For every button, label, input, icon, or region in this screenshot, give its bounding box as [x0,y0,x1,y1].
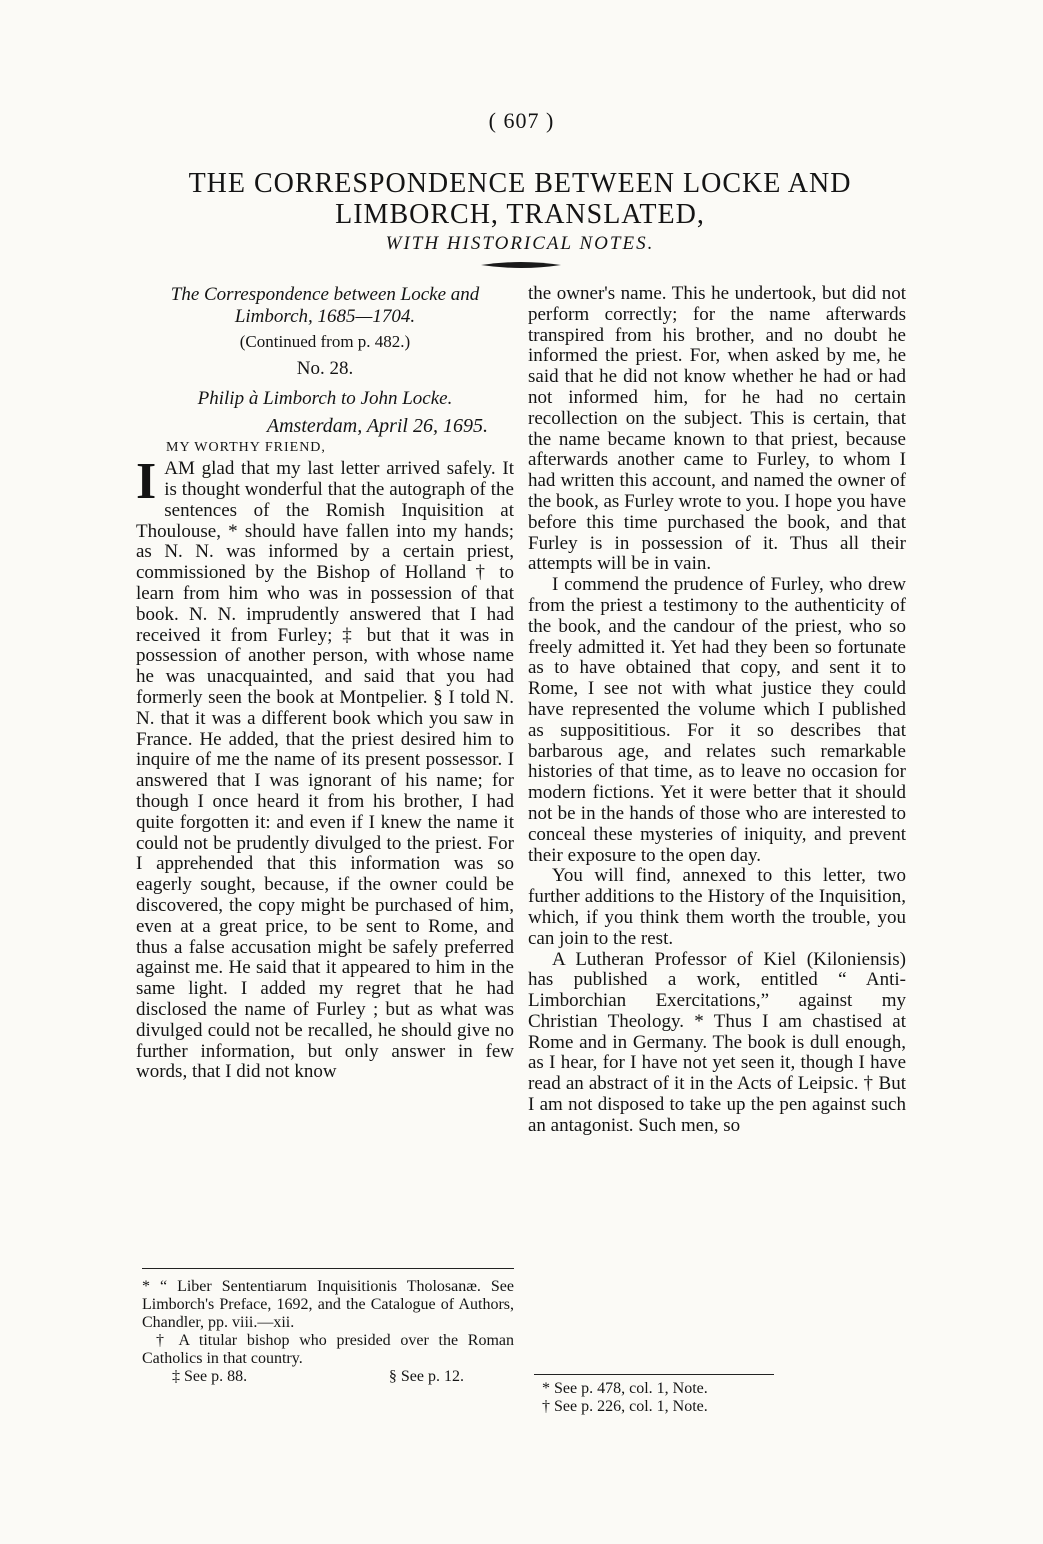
paragraph-2: I commend the prudence of Furley, who drew from the priest a testimony to the authenticity of the book, and the candour of the priest, who so freely admitted it. Yet had they been so fortunate as to have obtained that copy, and sent it to Rome, I see not with what justice they could have represented the volume which I published as supposititious. For it so describes that barbarous age, and relates such remarkable histories of that time, as to leave no occasion for modern fictions. Yet it were better that it should not be in the hands of those who are interested to conceal these mysteries of iniquity, and prevent their exposure to the open day. [528,574,906,866]
body-text: AM glad that my last letter arrived safely. It is thought wonderful that the autograph of the sentences of the Romish Inquisition at Thoulouse, * should have fallen into my hands; as N. N. was informed by a certain priest, commissioned by the Bishop of Holland † to learn from him who was in possession of that book. N. N. imprudently answered that I had received it from Furley; ‡ but that it was in possession of another person, with whose name he was unacquainted, and said that you had formerly seen the book at Montpelier. § I told N. N. that it was a different book which you saw in France. He added, that the priest desired him to inquire of me the name of its present possessor. I answered that I was ignorant of his name; for though I once heard it from his brother, I had quite forgotten it: and even if I knew the name it could not be prudently divulged to the priest. For I apprehended that this information was so eagerly sought, because, if the owner could be discovered, the copy might be purchased of him, even at a great price, to be sent to Rome, and thus a false accusation might be safely preferred against me. He said that it appeared to him in the same light. I added my regret that he had disclosed the name of Furley ; but as what was divulged could not be recalled, he should give no further information, but only answer in few words, that I did not know [136,458,514,1083]
paragraph-4: A Lutheran Professor of Kiel (Kiloniensis) has published a work, entitled “ Anti-Limborchian Exercitations,” against my Christian Theology. * Thus I am chastised at Rome and in Germany. The book is dull enough, as I hear, for I have not yet seen it, though I have read an abstract of it in the Acts of Leipsic. † But I am not disposed to take up the pen against such an antagonist. Such men, so [528,948,906,1136]
letter-date: Amsterdam, April 26, 1695. [266,414,488,437]
footnote: * See p. 478, col. 1, Note. [542,1380,708,1397]
footnotes-right [534,1380,906,1416]
paragraph-1: the owner's name. This he undertook, but did not perform correctly; for the name afterwards transpired from his brother, and no doubt he informed the priest. For, when asked by me, he said that he did not know whether he had or had not informed him, for he had no certain recollection on the subject. This is certain, that the name became known to that priest, because afterwards another came to Furley, to whom I had written this account, and named the owner of the book, as Furley wrote to you. I hope you have before this time purchased the book, and that Furley is in possession of it. Thus all their attempts will be in vain. [528,283,906,575]
left-column [136,284,514,1083]
article-subtitle: WITH HISTORICAL NOTES. [385,233,655,254]
right-column [528,284,906,1137]
letter-number: No. 28. [296,357,354,379]
title-line-1: THE CORRESPONDENCE BETWEEN LOCKE AND [188,168,852,199]
title-line-2: LIMBORCH, TRANSLATED, [335,199,705,230]
article-title [120,168,920,230]
footnote: * “ Liber Sententiarum Inquisitionis Tholosanæ. See Limborch's Preface, 1692, and the Catalogue of Authors, Chandler, pp. viii.—xii. [142,1278,514,1331]
footnote: † See p. 226, col. 1, Note. [542,1398,708,1415]
footnote-rule-right [534,1374,774,1375]
letter-title: Philip à Limborch to John Locke. [197,387,453,409]
ornament-divider [481,261,561,269]
drop-cap: I [136,453,157,511]
continued-note: (Continued from p. 482.) [239,332,411,351]
footnote-pair [142,1368,514,1386]
footnotes-left [142,1278,514,1386]
footnote-rule-left [142,1268,514,1269]
footnote: § See p. 12. [388,1368,464,1385]
letter-body-left [136,453,514,1083]
section-heading: The Correspondence between Locke and Limborch, 1685—1704. [170,284,480,327]
page-number: ( 607 ) [488,108,555,133]
footnote: † A titular bishop who presided over the Roman Catholics in that country. [142,1332,514,1367]
footnote: ‡ See p. 88. [172,1368,248,1385]
salutation: MY WORTHY FRIEND, [166,440,326,456]
paragraph-3: You will find, annexed to this letter, two further additions to the History of the Inquisition, which, if you think them worth the trouble, you can join to the rest. [528,865,906,949]
